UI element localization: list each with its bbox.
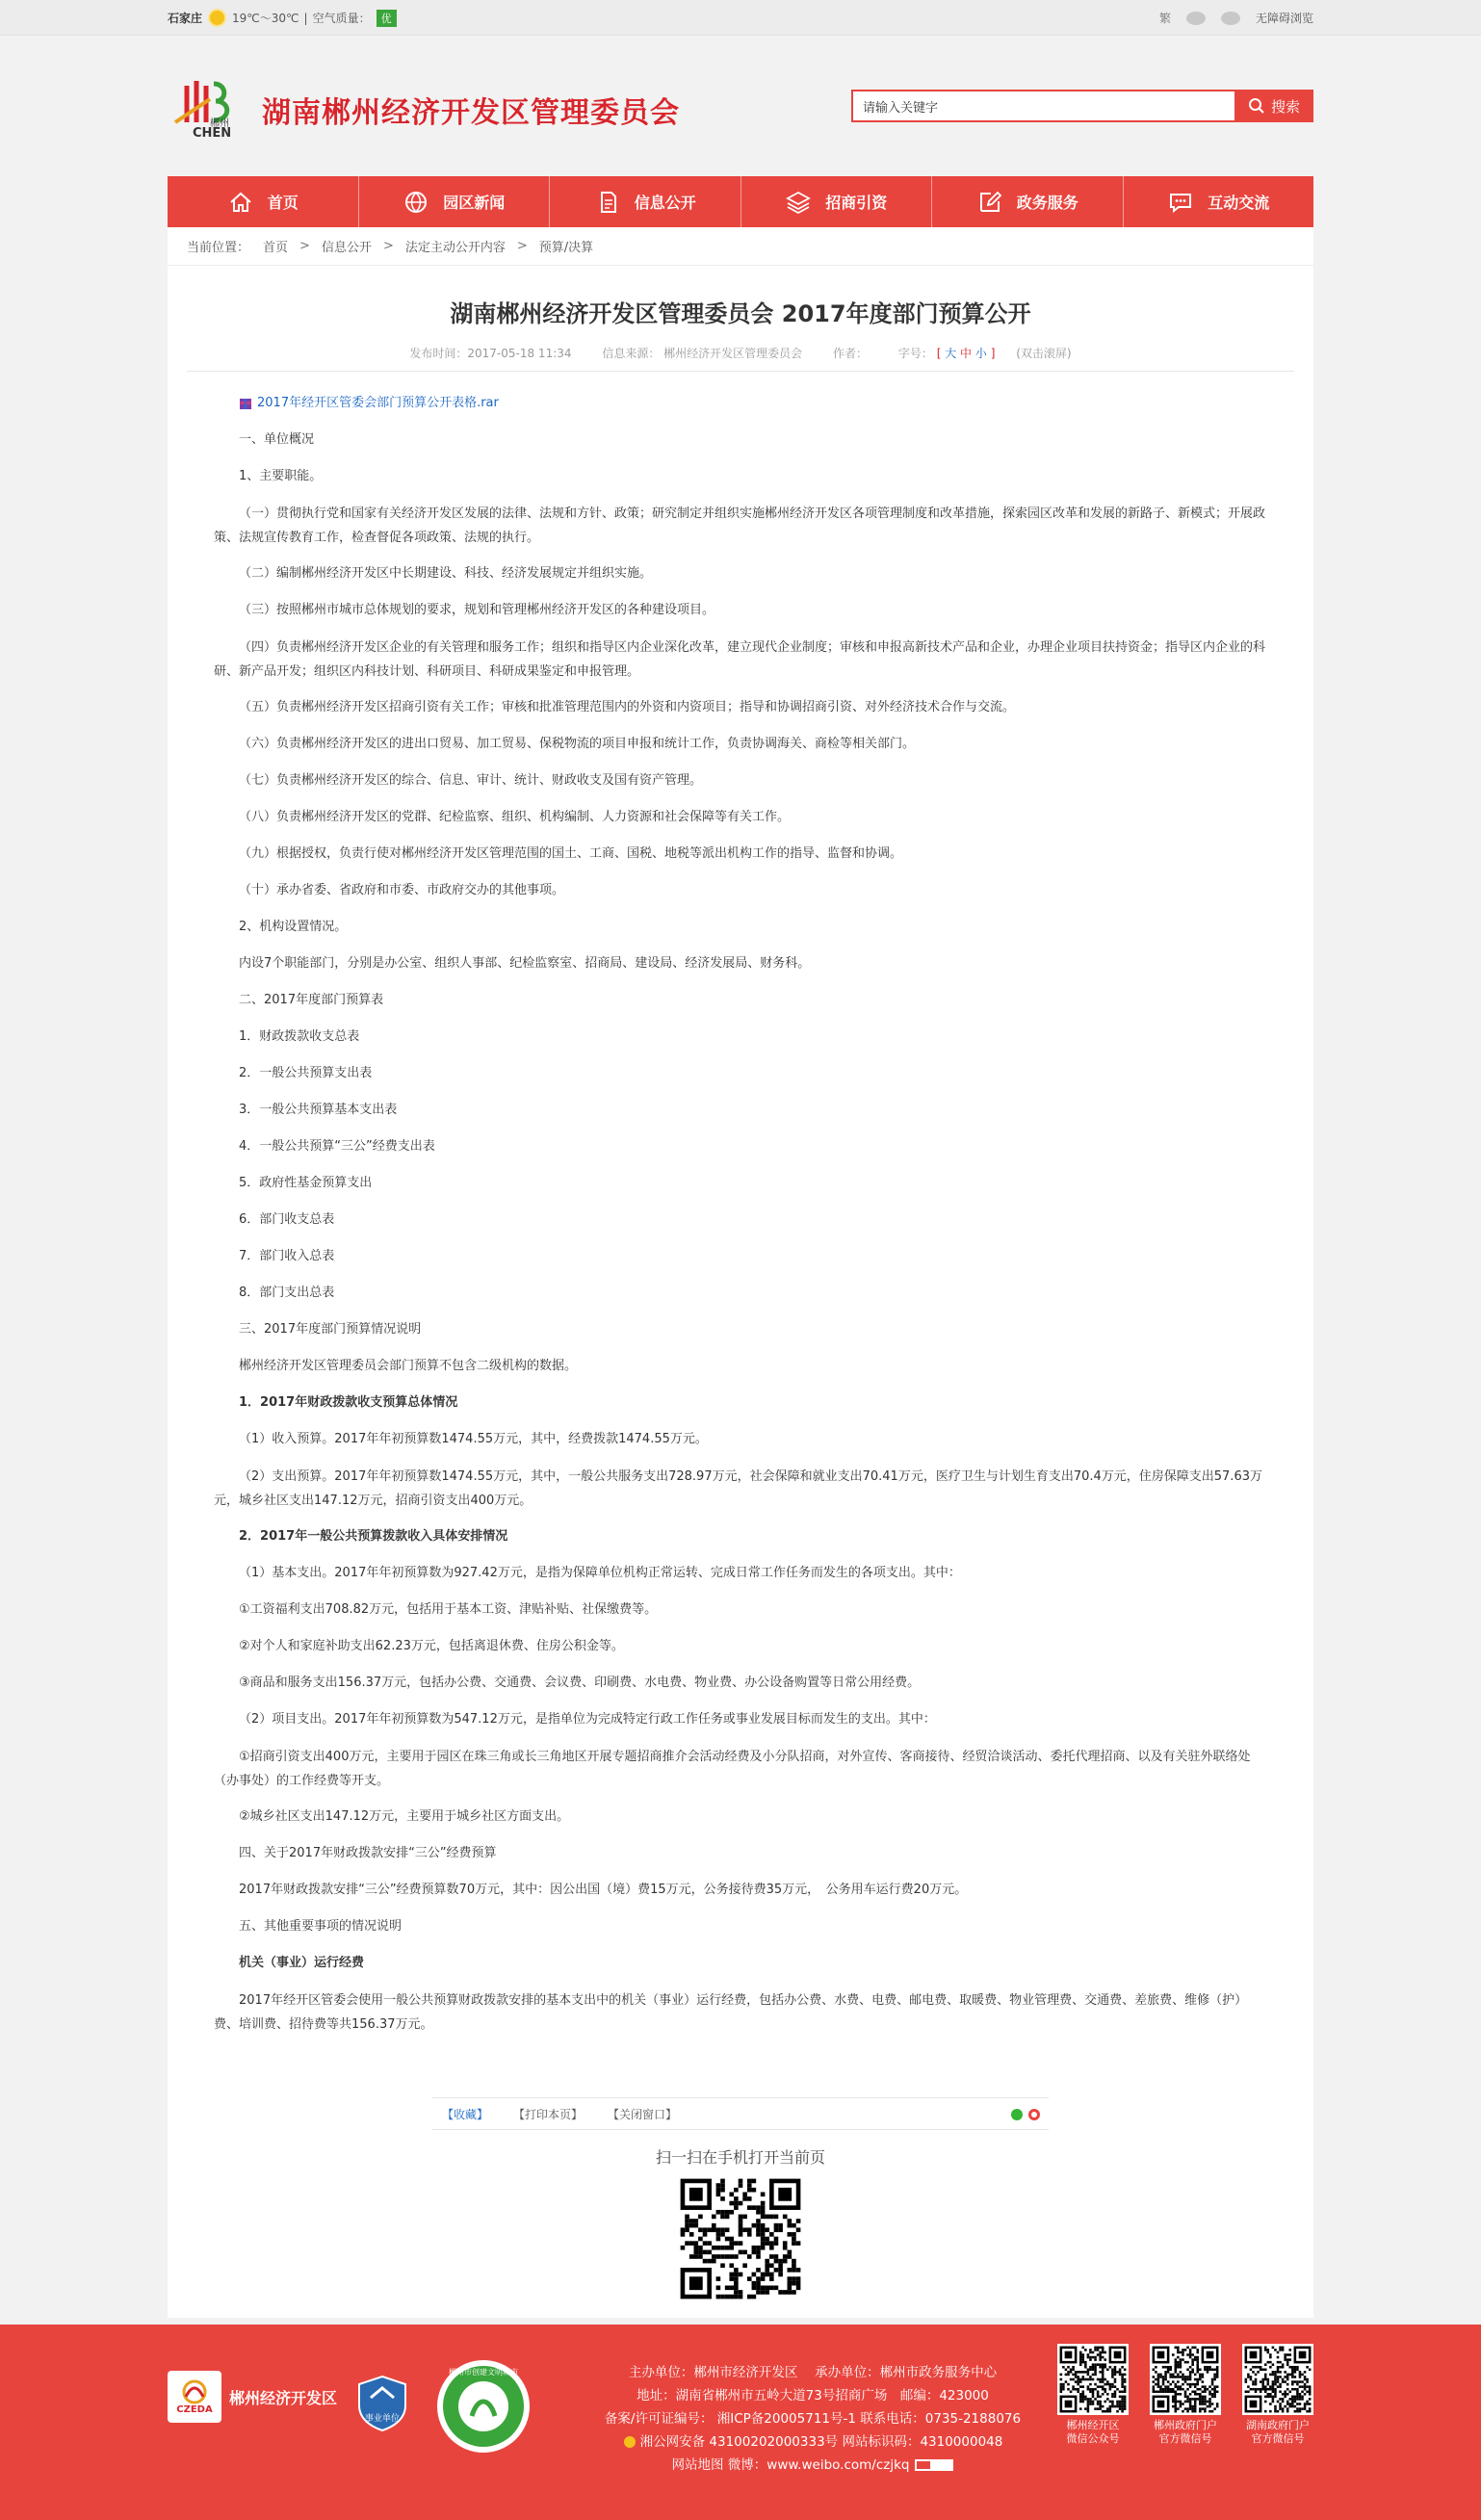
page-qr-code-icon bbox=[676, 2174, 805, 2303]
paragraph: （2）项目支出。2017年年初预算数为547.12万元，是指单位为完成特定行政工作任务或事业发展目标而发生的支出。其中： bbox=[239, 1712, 936, 1727]
font-bracket: [ bbox=[936, 347, 942, 360]
paragraph: 3．一般公共预算基本支出表 bbox=[239, 1103, 398, 1117]
footer-sitemap-text: 网站地图 微博：www.weibo.com/czjkq bbox=[671, 2457, 910, 2473]
paragraph: 2017年经开区管委会使用一般公共预算财政拨款安排的基本支出中的机关（事业）运行经费，包括办公费、水费、电费、邮电费、取暖费、物业管理费、交通费、差旅费、维修（护）费、培训费、招待费等共156.37万元。 bbox=[214, 1993, 1248, 2032]
font-bracket: ] bbox=[990, 347, 996, 360]
accessibility-link[interactable]: 无障碍浏览 bbox=[1255, 12, 1313, 25]
nav-item-home[interactable] bbox=[168, 176, 359, 227]
search-icon bbox=[1248, 97, 1265, 115]
info-source: 信息来源： 郴州经济开发区管理委员会 bbox=[602, 347, 803, 360]
paragraph: （七）负责郴州经济开发区的综合、信息、审计、统计、财政收支及国有资产管理。 bbox=[239, 773, 703, 788]
home-icon bbox=[227, 189, 254, 216]
paragraph: 8．部门支出总表 bbox=[239, 1286, 335, 1300]
article-meta bbox=[187, 345, 1294, 372]
paragraph: 四、关于2017年财政拨款安排“三公”经费预算 bbox=[239, 1846, 497, 1860]
weather-divider: | bbox=[303, 11, 308, 25]
paragraph: （五）负责郴州经济开发区招商引资有关工作；审核和批准管理范围内的外资和内资项目；指导和协调招商引资、对外经济技术合作与交流。 bbox=[239, 700, 1016, 714]
font-size-control bbox=[898, 347, 999, 360]
sun-icon bbox=[210, 11, 224, 25]
footer-org-logo bbox=[168, 2371, 337, 2423]
paragraph: （1）收入预算。2017年年初预算数1474.55万元，其中，经费拨款1474.55万元。 bbox=[239, 1432, 708, 1446]
paragraph: 6．部门收支总表 bbox=[239, 1212, 335, 1227]
logo-latin-text: CHEN bbox=[193, 126, 232, 141]
breadcrumb-label: 当前位置： bbox=[187, 241, 250, 255]
search-form bbox=[851, 90, 1313, 122]
paragraph: ②城乡社区支出147.12万元，主要用于城乡社区方面支出。 bbox=[239, 1809, 570, 1824]
nav-item-info[interactable] bbox=[550, 176, 741, 227]
paragraph: （一）贯彻执行党和国家有关经济开发区发展的法律、法规和方针、政策；研究制定并组织实施郴州经济开发区各项管理制度和改革措施，探索园区改革和发展的新路子、新模式；开展政策、法规宣传教育工作，检查督促各项政策、法规的执行。 bbox=[214, 507, 1266, 545]
breadcrumb-sep: > bbox=[516, 239, 528, 253]
footer-qr bbox=[1150, 2344, 1221, 2446]
nav-item-news[interactable] bbox=[359, 176, 551, 227]
print-button[interactable]: 【打印本页】 bbox=[513, 2107, 584, 2121]
archive-icon bbox=[238, 396, 253, 411]
paragraph bbox=[214, 1385, 1267, 1421]
footer-qr bbox=[1242, 2344, 1313, 2446]
attachment-name: 2017年经开区管委会部门预算公开表格.rar bbox=[257, 396, 499, 410]
footer-qr-codes bbox=[1057, 2344, 1313, 2446]
document-icon bbox=[594, 189, 621, 216]
air-quality-badge: 优 bbox=[377, 10, 397, 27]
nav-label: 首页 bbox=[267, 194, 299, 212]
czeda-logo-icon bbox=[168, 2371, 221, 2423]
search-button-label: 搜索 bbox=[1270, 97, 1300, 116]
weather-temperature: 19℃～30℃ bbox=[232, 12, 299, 25]
font-medium-button[interactable]: 中 bbox=[960, 347, 973, 360]
publish-time: 发布时间：2017-05-18 11:34 bbox=[409, 347, 572, 360]
footer-qr-line2: 微信公众号 bbox=[1066, 2432, 1120, 2445]
site-title: 湖南郴州经济开发区管理委员会 bbox=[262, 96, 680, 130]
paragraph: 二、2017年度部门预算表 bbox=[239, 993, 384, 1007]
paragraph: 7．部门收入总表 bbox=[239, 1249, 335, 1263]
paragraph: 1．财政拨款收支总表 bbox=[239, 1029, 360, 1044]
weather-city: 石家庄 bbox=[168, 12, 203, 25]
article-tools bbox=[432, 2097, 1049, 2130]
layers-icon bbox=[785, 189, 812, 216]
public-institution-badge-icon[interactable] bbox=[355, 2375, 409, 2432]
font-small-button[interactable]: 小 bbox=[974, 347, 987, 360]
nav-item-services[interactable] bbox=[932, 176, 1124, 227]
paragraph: 五、其他重要事项的情况说明 bbox=[239, 1919, 403, 1934]
main-content bbox=[168, 227, 1313, 2318]
section-heading: 2．2017年一般公共预算拨款收入具体安排情况 bbox=[239, 1529, 508, 1544]
weibo-share-icon[interactable] bbox=[1027, 2108, 1041, 2121]
footer-info bbox=[591, 2361, 1034, 2477]
breadcrumb-item[interactable]: 首页 bbox=[263, 241, 289, 255]
close-window-button[interactable]: 【关闭窗口】 bbox=[608, 2107, 678, 2121]
hunan-gov-qr-icon bbox=[1242, 2344, 1313, 2415]
font-large-button[interactable]: 大 bbox=[945, 347, 957, 360]
footer-police-text: 湘公网安备 43100202000333号 网站标识码：4310000048 bbox=[639, 2434, 1003, 2450]
footer-qr-line1: 郴州经开区 bbox=[1066, 2419, 1120, 2431]
font-size-label: 字号： bbox=[897, 347, 933, 360]
article-body bbox=[168, 372, 1313, 2042]
paragraph: 1、主要职能。 bbox=[239, 469, 323, 483]
paragraph: （1）基本支出。2017年年初预算数为927.42万元，是指为保障单位机构正常运转、完成日常工作任务而发生的各项支出。其中： bbox=[239, 1566, 961, 1580]
nav-label: 政务服务 bbox=[1016, 194, 1078, 212]
breadcrumb-item[interactable]: 信息公开 bbox=[321, 241, 372, 255]
paragraph: 4．一般公共预算“三公”经费支出表 bbox=[239, 1139, 435, 1154]
paragraph: ①招商引资支出400万元，主要用于园区在珠三角或长三角地区开展专题招商推介会活动经费及小分队招商，对外宣传、客商接待、经贸洽谈活动、委托代理招商、以及有关驻外联络处（办事处）的工作经费等开支。 bbox=[214, 1750, 1251, 1788]
footer-icp[interactable]: 备案/许可证编号： 湘ICP备20005711号-1 联系电话：0735-2188076 bbox=[604, 2411, 1022, 2427]
paragraph: ②对个人和家庭补助支出62.23万元，包括离退休费、住房公积金等。 bbox=[239, 1639, 624, 1653]
badge-text: 事业单位 bbox=[364, 2414, 400, 2424]
article-title: 湖南郴州经济开发区管理委员会 2017年度部门预算公开 bbox=[450, 300, 1031, 327]
paragraph: （十）承办省委、省政府和市委、市政府交办的其他事项。 bbox=[239, 883, 565, 897]
share-buttons bbox=[1010, 2108, 1041, 2121]
chat-icon bbox=[1167, 189, 1194, 216]
circle-text: 郴州市创建文明城市 bbox=[449, 2368, 518, 2377]
paragraph: 2017年财政拨款安排“三公”经费预算数70万元，其中：因公出国（境）费15万元，公务接待费35万元， 公务用车运行费20万元。 bbox=[239, 1883, 968, 1897]
footer-sitemap[interactable] bbox=[591, 2454, 1034, 2477]
paragraph bbox=[214, 1945, 1267, 1982]
paragraph: （二）编制郴州经济开发区中长期建设、科技、经济发展规定并组织实施。 bbox=[239, 566, 653, 581]
civilized-city-logo-icon[interactable] bbox=[435, 2358, 532, 2455]
search-button[interactable] bbox=[1234, 90, 1313, 122]
double-click-scroll: (双击滚屏) bbox=[1016, 347, 1072, 360]
wechat-qr-icon bbox=[1057, 2344, 1129, 2415]
footer-police[interactable] bbox=[591, 2430, 1034, 2454]
footer-qr-line1: 郴州政府门户 bbox=[1154, 2419, 1217, 2431]
logo-small-text: 郴州 bbox=[210, 118, 229, 129]
police-badge-icon bbox=[623, 2435, 637, 2449]
paragraph: 一、单位概况 bbox=[239, 432, 315, 447]
paragraph bbox=[214, 1519, 1267, 1555]
section-heading: 1．2017年财政拨款收支预算总体情况 bbox=[239, 1395, 458, 1410]
author: 作者： bbox=[833, 347, 869, 360]
weibo-icon[interactable] bbox=[1186, 12, 1206, 25]
footer-address: 地址：湖南省郴州市五岭大道73号招商广场 邮编：423000 bbox=[637, 2388, 989, 2403]
footer-qr-line2: 官方微信号 bbox=[1251, 2432, 1305, 2445]
globe-icon bbox=[403, 189, 429, 216]
edit-icon bbox=[976, 189, 1003, 216]
air-quality-label: 空气质量： bbox=[312, 12, 371, 25]
footer-qr-line2: 官方微信号 bbox=[1158, 2432, 1212, 2445]
paragraph: ①工资福利支出708.82万元，包括用于基本工资、津贴补贴、社保缴费等。 bbox=[239, 1602, 658, 1617]
wechat-share-icon[interactable] bbox=[1010, 2108, 1024, 2121]
breadcrumb-sep: > bbox=[382, 239, 394, 253]
paragraph: 三、2017年度部门预算情况说明 bbox=[239, 1322, 422, 1337]
paragraph: （四）负责郴州经济开发区企业的有关管理和服务工作；组织和指导区内企业深化改革，建立现代企业制度；审核和申报高新技术产品和企业，办理企业项目扶持资金；指导区内企业的科研、新产品开发；组织区内科技计划、科研项目、科研成果鉴定和申报管理。 bbox=[214, 640, 1266, 679]
footer-qr-line1: 湖南政府门户 bbox=[1246, 2419, 1310, 2431]
paragraph: （三）按照郴州市城市总体规划的要求，规划和管理郴州经济开发区的各种建设项目。 bbox=[239, 603, 715, 617]
logo-mark-icon bbox=[168, 76, 254, 143]
paragraph: （九）根据授权，负责行使对郴州经济开发区管理范围的国土、工商、国税、地税等派出机构工作的指导、监督和协调。 bbox=[239, 846, 903, 861]
paragraph: 5．政府性基金预算支出 bbox=[239, 1176, 373, 1190]
top-bar bbox=[0, 0, 1481, 36]
paragraph: （2）支出预算。2017年年初预算数1474.55万元，其中，一般公共服务支出728.97万元，社会保障和就业支出70.41万元，医疗卫生与计划生育支出70.4万元，住房保障支出57.63万元，城乡社区支出147.12万元，招商引资支出400万元。 bbox=[214, 1469, 1262, 1508]
breadcrumb-item[interactable]: 预算/决算 bbox=[538, 241, 594, 255]
paragraph: ③商品和服务支出156.37万元，包括办公费、交通费、会议费、印刷费、水电费、物业费、办公设备购置等日常公用经费。 bbox=[239, 1676, 921, 1690]
wechat-icon[interactable] bbox=[1221, 12, 1240, 25]
nav-label: 信息公开 bbox=[634, 194, 696, 212]
footer-org-name: 郴州经济开发区 bbox=[229, 2388, 338, 2407]
scan-text: 扫一扫在手机打开当前页 bbox=[655, 2148, 825, 2167]
paragraph: 内设7个职能部门，分别是办公室、组织人事部、纪检监察室、招商局、建设局、经济发展局、财务科。 bbox=[239, 956, 811, 971]
paragraph: 郴州经济开发区管理委员会部门预算不包含二级机构的数据。 bbox=[239, 1359, 578, 1373]
breadcrumb-sep: > bbox=[299, 239, 310, 253]
traditional-chinese-link[interactable]: 繁 bbox=[1158, 12, 1171, 25]
paragraph: 2．一般公共预算支出表 bbox=[239, 1066, 373, 1080]
breadcrumb bbox=[168, 227, 1313, 266]
nav-label: 园区新闻 bbox=[443, 194, 506, 212]
footer-qr bbox=[1057, 2344, 1129, 2446]
attachment-link[interactable] bbox=[214, 385, 1267, 422]
site-footer bbox=[0, 2325, 1481, 2520]
paragraph: （八）负责郴州经济开发区的党群、纪检监察、组织、机构编制、人力资源和社会保障等有关工作。 bbox=[239, 810, 791, 824]
collect-button[interactable]: 【收藏】 bbox=[442, 2107, 489, 2121]
czeda-text: CZEDA bbox=[176, 2403, 213, 2415]
nav-label: 互动交流 bbox=[1208, 194, 1270, 212]
site-header bbox=[168, 36, 1313, 176]
site-logo[interactable] bbox=[168, 76, 680, 143]
cnzz-icon bbox=[915, 2459, 953, 2471]
chenzhou-gov-qr-icon bbox=[1150, 2344, 1221, 2415]
nav-label: 招商引资 bbox=[825, 194, 888, 212]
nav-item-investment[interactable] bbox=[741, 176, 933, 227]
search-input[interactable] bbox=[851, 90, 1234, 122]
main-nav bbox=[168, 176, 1313, 227]
paragraph: （六）负责郴州经济开发区的进出口贸易、加工贸易、保税物流的项目申报和统计工作，负责协调海关、商检等相关部门。 bbox=[239, 737, 916, 751]
paragraph: 2、机构设置情况。 bbox=[239, 920, 348, 934]
footer-sponsor: 主办单位：郴州市经济开发区 承办单位：郴州市政务服务中心 bbox=[628, 2365, 998, 2380]
section-heading: 机关（事业）运行经费 bbox=[239, 1956, 365, 1970]
nav-item-interaction[interactable] bbox=[1124, 176, 1314, 227]
breadcrumb-item[interactable]: 法定主动公开内容 bbox=[404, 241, 506, 255]
